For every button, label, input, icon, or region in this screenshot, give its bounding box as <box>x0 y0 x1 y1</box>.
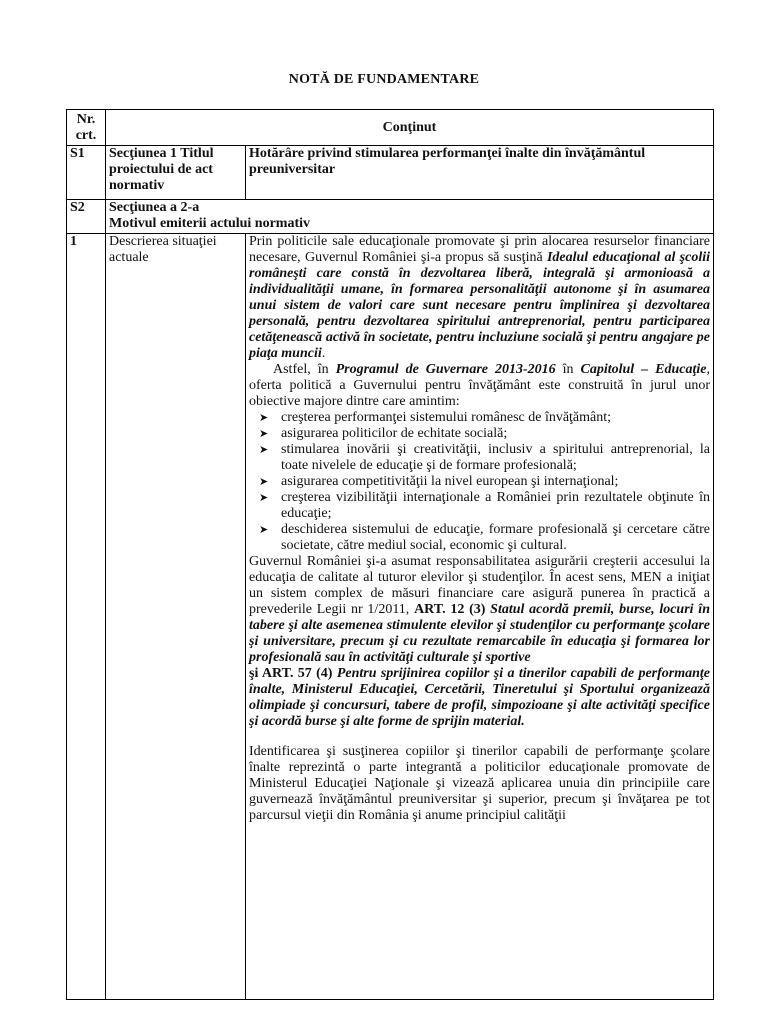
paragraph <box>249 666 710 730</box>
paragraph <box>249 234 710 362</box>
text-span-bold: şi ART. 57 (4) <box>249 666 333 681</box>
arrow-bullet-icon: ➤ <box>259 412 269 424</box>
text-span-bold-italic: Programul de Guvernare 2013-2016 <box>335 362 556 377</box>
text-span-bold: ART. 12 (3) <box>414 602 486 617</box>
text-span-bold-italic: Capitolul – Educaţie <box>580 362 707 377</box>
text-span: în <box>555 362 581 377</box>
arrow-bullet-icon: ➤ <box>259 492 269 504</box>
text-span: Guvernul României şi-a asumat responsabilitatea asigurării creşterii accesului la educaţia de calitate al tuturor elevilor şi studenţilor. În acest sens, MEN a iniţiat un sistem complex de măsuri financiare care asigură punerea în practică a prevederile Legii nr 1/2011, <box>249 554 710 617</box>
section-label <box>106 200 714 234</box>
text-span: , oferta politică a Guvernului pentru învăţământ este construită în jurul unor obiective majore dintre care amintim: <box>249 362 710 409</box>
paragraph <box>249 554 710 666</box>
table-row-s1 <box>67 146 714 200</box>
document-title: NOTĂ DE FUNDAMENTARE <box>288 72 480 87</box>
arrow-bullet-icon: ➤ <box>259 524 269 536</box>
row-label: Descrierea situaţiei actuale <box>106 234 246 1000</box>
arrow-bullet-icon: ➤ <box>259 476 269 488</box>
objectives-list <box>249 410 710 554</box>
act-title: Hotărâre privind stimularea performanţei înalte din învăţământul preuniversitar <box>246 146 714 200</box>
fundamentare-table <box>66 109 714 1000</box>
list-item: ➤ deschiderea sistemului de educaţie, formare profesională şi cercetare către societate, către mediul social, economic şi cultural. <box>259 522 710 553</box>
text-span: . <box>321 346 326 361</box>
text-span-bold-italic: Idealul educaţional al şcolii româneşti care constă în dezvoltarea liberă, integrală şi armonioasă a individualităţii umane, în formarea personalităţii autonome şi în asumarea unui sistem de valori care sunt necesare pentru împlinirea şi dezvoltarea personală, pentru dezvoltarea spiritului antreprenorial, pentru participarea cetăţenească activă în societate, pentru incluziune socială şi pentru angajare pe piaţa muncii <box>249 250 710 361</box>
header-nr: Nr. crt. <box>67 110 106 146</box>
list-item: ➤ stimularea inovării şi creativităţii, inclusiv a spiritului antreprenorial, la toate nivelele de educaţie şi de formare profesională; <box>259 442 710 473</box>
section-line-1: Secţiunea a 2-a <box>109 200 200 215</box>
section-label: Secţiunea 1 Titlul proiectului de act normativ <box>106 146 246 200</box>
list-item: ➤ asigurarea competitivităţii la nivel european şi internaţional; <box>259 474 619 489</box>
text-span: Astfel, în <box>273 362 336 377</box>
row-code: S1 <box>67 146 106 200</box>
table-header-row <box>67 110 714 146</box>
row-code: S2 <box>67 200 106 234</box>
arrow-bullet-icon: ➤ <box>259 444 269 456</box>
section-line-2: Motivul emiterii actului normativ <box>109 216 311 231</box>
row-content <box>246 234 714 1000</box>
table-row-1 <box>67 234 714 1000</box>
list-item: ➤ creşterea vizibilităţii internaţionale a României prin rezultatele obţinute în educaţie; <box>259 490 710 521</box>
text-span-bold-italic: Statul acordă premii, burse, locuri în tabere şi alte asemenea stimulente elevilor şi studenţilor cu performanţe şcolare şi universitare, precum şi cu rezultate remarcabile în educaţia şi formarea lor profesională sau în activităţi culturale şi sportive <box>249 602 710 665</box>
paragraph <box>249 362 710 410</box>
list-item: ➤ creşterea performanţei sistemului românesc de învăţământ; <box>259 410 612 425</box>
text-span-bold-italic: Pentru sprijinirea copiilor şi a tinerilor capabili de performanţe înalte, Ministerul Educaţiei, Cercetării, Tineretului şi Sportului organizează olimpiade şi concursuri, tabere de profil, simpozioane şi alte activităţi specifice şi acordă burse şi alte forme de sprijin material. <box>249 666 710 729</box>
row-number: 1 <box>67 234 106 1000</box>
arrow-bullet-icon: ➤ <box>259 428 269 440</box>
text-span: Prin politicile sale educaţionale promovate şi prin alocarea resurselor financiare necesare, Guvernul României şi-a propus să susţină <box>249 234 710 265</box>
list-item: ➤ asigurarea politicilor de echitate socială; <box>259 426 508 441</box>
table-row-s2 <box>67 200 714 234</box>
paragraph: Identificarea şi susţinerea copiilor şi tinerilor capabili de performanţe şcolare înalte reprezintă o parte integrantă a politicilor educaţionale promovate de Ministerul Educaţiei Naţionale şi vizează aplicarea unuia din principiile care guvernează învăţământul preuniversitar şi superior, precum şi învăţarea pe tot parcursul vieţii din România şi anume principiul calităţii <box>249 744 710 823</box>
header-continut: Conţinut <box>106 110 714 146</box>
